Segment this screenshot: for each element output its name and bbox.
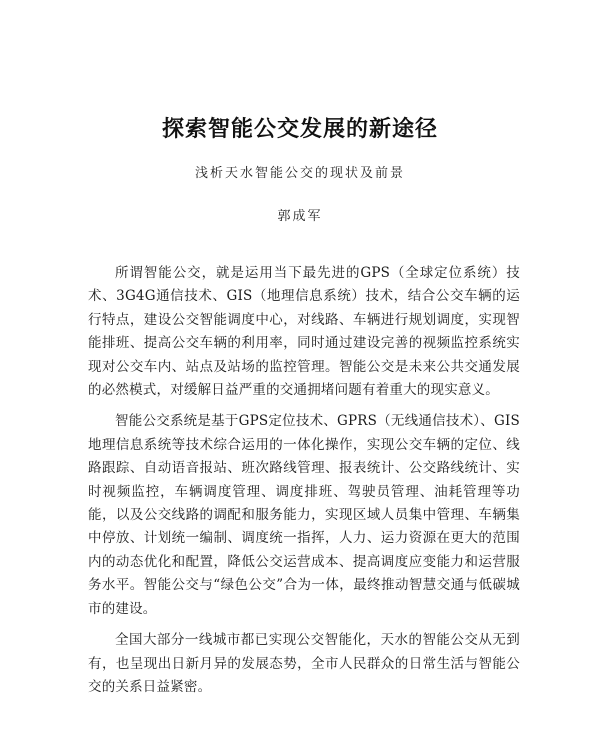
body-paragraph-3: 全国大部分一线城市都已实现公交智能化，天水的智能公交从无到有，也呈现出日新月异的发展态势，全市人民群众的日常生活与智能公交的关系日益紧密。 [88, 632, 520, 695]
article-subtitle: 浅析天水智能公交的现状及前景 [194, 166, 405, 181]
article-title: 探索智能公交发展的新途径 [161, 117, 438, 142]
article-author: 郭成军 [277, 209, 323, 224]
article-body [88, 262, 520, 707]
body-paragraph-1: 所谓智能公交，就是运用当下最先进的GPS（全球定位系统）技术、3G4G通信技术、GIS（地理信息系统）技术，结合公交车辆的运行特点，建设公交智能调度中心，对线路、车辆进行规划调度，实现智能排班、提高公交车辆的利用率，同时通过建设完善的视频监控系统实现对公交车内、站点及站场的监控管理。智能公交是未来公共交通发展的必然模式，对缓解日益严重的交通拥堵问题有着重大的现实意义。 [88, 265, 520, 399]
body-paragraph-2: 智能公交系统是基于GPS定位技术、GPRS（无线通信技术）、GIS地理信息系统等技术综合运用的一体化操作，实现公交车辆的定位、线路跟踪、自动语音报站、班次路线管理、报表统计、公交路线统计、实时视频监控，车辆调度管理、调度排班、驾驶员管理、油耗管理等功能，以及公交线路的调配和服务能力，实现区域人员集中管理、车辆集中停放、计划统一编制、调度统一指挥，人力、运力资源在更大的范围内的动态优化和配置，降低公交运营成本、提高调度应变能力和运营服务水平。智能公交与“绿色公交”合为一体，最终推动智慧交通与低碳城市的建设。 [88, 413, 520, 617]
